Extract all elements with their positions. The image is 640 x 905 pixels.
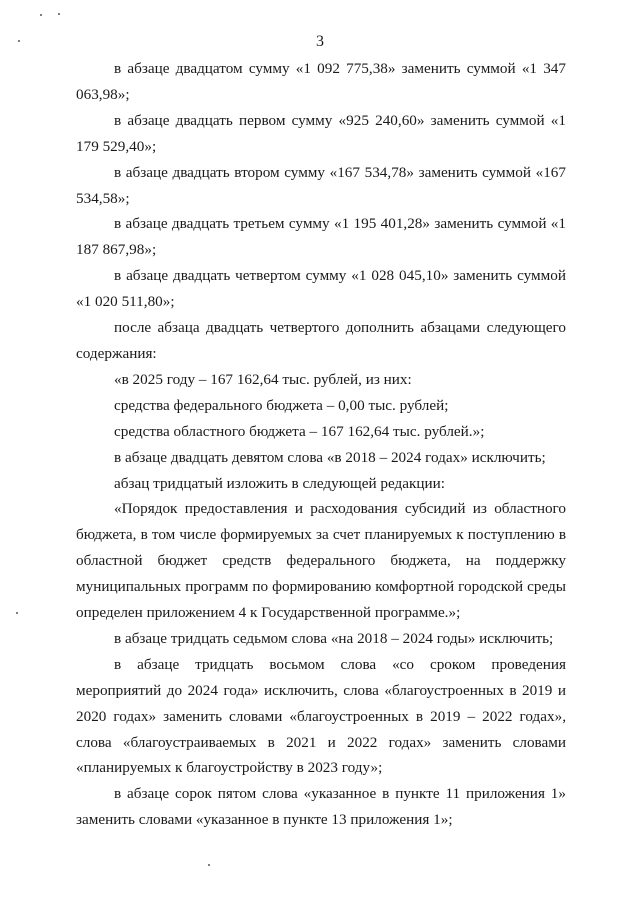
paragraph: в абзаце двадцать девятом слова «в 2018 – 2024 годах» исключить;	[114, 448, 546, 466]
paragraph: в абзаце двадцать первом сумму «925 240,60» заменить суммой «1 179 529,40»;	[76, 111, 566, 155]
paragraph: в абзаце тридцать восьмом слова «со сроком проведения мероприятий до 2024 года» исключить, слова «благоустроенных в 2019 и 2020 годах» заменить словами «благоустроенных в 2019 – 2022 годах», слова «благоустраиваемых в 2021 и 2022 годах» заменить словами «планируемых к благоустройству в 2023 году»;	[76, 655, 566, 777]
paragraph: в абзаце двадцать четвертом сумму «1 028 045,10» заменить суммой «1 020 511,80»;	[76, 267, 566, 311]
paragraph: «Порядок предоставления и расходования субсидий из областного бюджета, в том числе формируемых за счет планируемых к поступлению в областной бюджет средств федерального бюджета, на поддержку муниципальных программ по формированию комфортной городской среды определен приложением 4 к Государственной программе.»;	[76, 500, 566, 622]
paragraph: в абзаце двадцать третьем сумму «1 195 401,28» заменить суммой «1 187 867,98»;	[76, 215, 566, 259]
document-body	[76, 56, 566, 833]
page-number: 3	[316, 33, 324, 50]
paragraph: в абзаце двадцатом сумму «1 092 775,38» заменить суммой «1 347 063,98»;	[76, 60, 566, 103]
paragraph: абзац тридцатый изложить в следующей редакции:	[114, 474, 445, 492]
paragraph: после абзаца двадцать четвертого дополнить абзацами следующего содержания:	[76, 319, 566, 362]
paragraph: средства областного бюджета – 167 162,64 тыс. рублей.»;	[114, 422, 485, 440]
scan-speck	[40, 14, 42, 16]
scan-speck	[58, 13, 60, 15]
paragraph: в абзаце сорок пятом слова «указанное в пункте 11 приложения 1» заменить словами «указанное в пункте 13 приложения 1»;	[76, 785, 566, 829]
paragraph: в абзаце тридцать седьмом слова «на 2018 – 2024 годы» исключить;	[114, 629, 554, 647]
scan-speck	[208, 864, 210, 866]
paragraph: в абзаце двадцать втором сумму «167 534,78» заменить суммой «167 534,58»;	[76, 163, 566, 207]
scan-speck	[16, 612, 18, 614]
paragraph: средства федерального бюджета – 0,00 тыс. рублей;	[114, 396, 449, 414]
paragraph: «в 2025 году – 167 162,64 тыс. рублей, из них:	[114, 370, 412, 388]
